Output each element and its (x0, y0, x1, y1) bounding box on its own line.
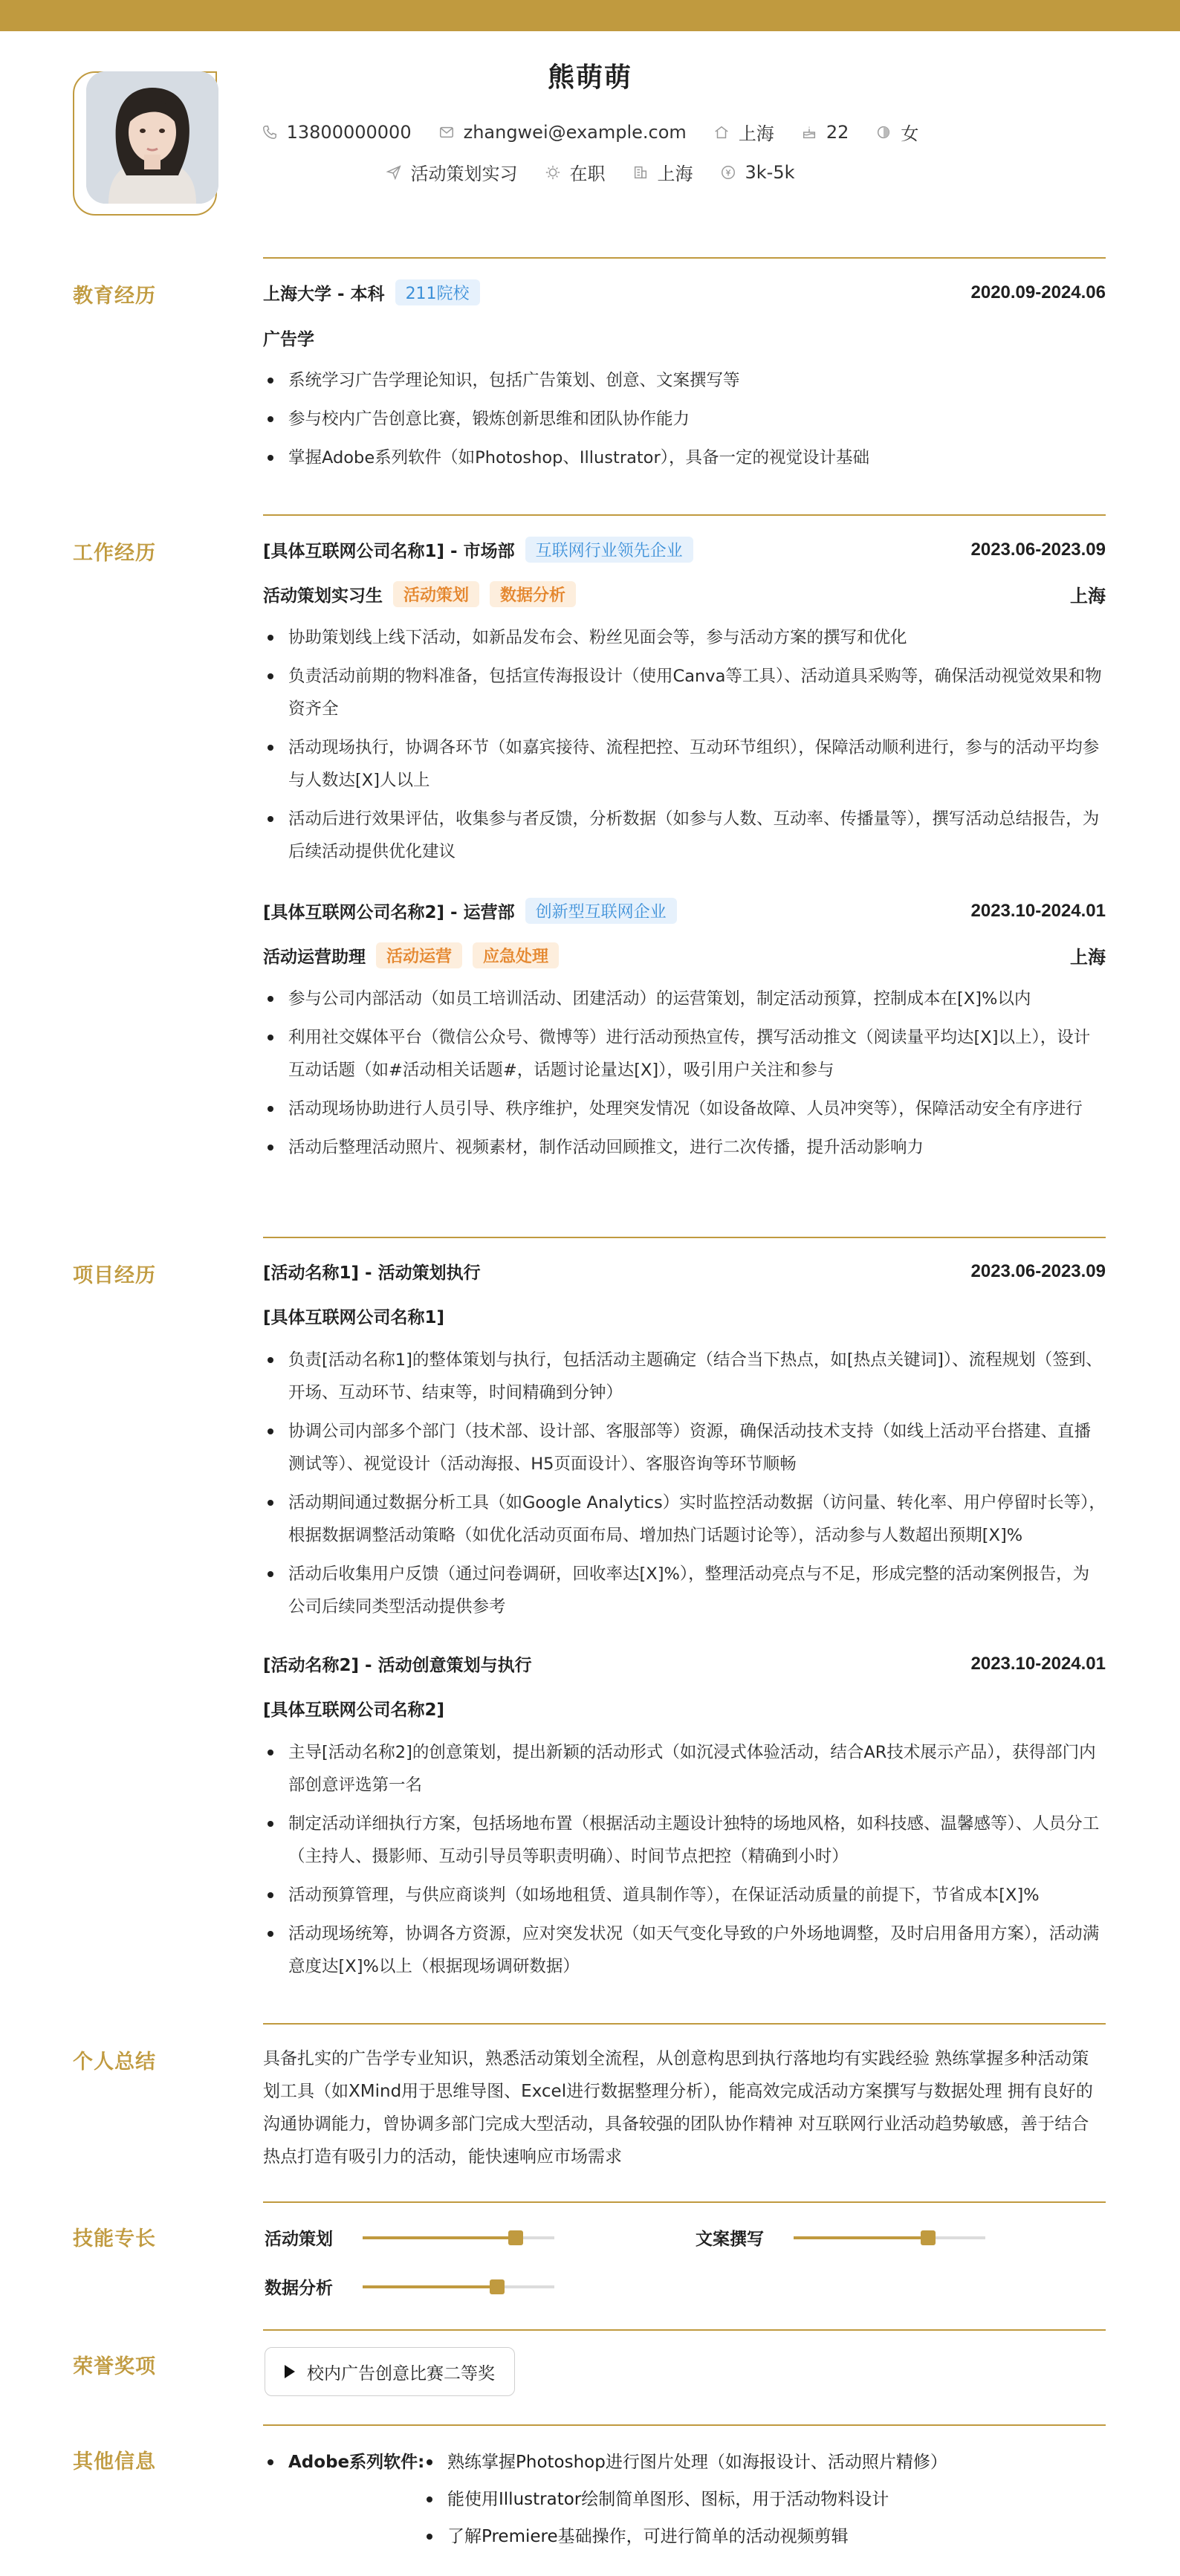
job1-company-tag: 互联网行业领先企业 (525, 537, 693, 563)
project1-header (263, 1259, 1106, 1284)
candidate-name: 熊萌萌 (547, 62, 632, 93)
work-title: 工作经历 (73, 542, 156, 565)
salary-text: 3k-5k (745, 161, 795, 183)
job1-role-row (263, 581, 1106, 607)
education-divider (263, 257, 1106, 259)
status-text: 在职 (569, 164, 606, 184)
project2-company-row (263, 1696, 1106, 1721)
job2-city: 上海 (1070, 948, 1106, 968)
summary-title: 个人总结 (73, 2051, 156, 2074)
list-item: 参与公司内部活动（如员工培训活动、团建活动）的运营策划，制定活动预算，控制成本在[X]%以内 (263, 983, 1106, 1015)
major-row (263, 326, 1106, 350)
send-icon (386, 164, 402, 181)
summary-divider (263, 2023, 1106, 2025)
job2-company: [具体互联网公司名称2] - 运营部 (263, 903, 515, 922)
job2-role-row (263, 942, 1106, 968)
phone-text: 13800000000 (286, 121, 412, 143)
skill-name: 文案撰写 (696, 2230, 764, 2249)
list-item: 掌握Adobe系列软件（如Photoshop、Illustrator），具备一定的视觉设计基础 (263, 441, 1106, 474)
job1-company: [具体互联网公司名称1] - 市场部 (263, 542, 515, 561)
other-title: 其他信息 (73, 2450, 156, 2473)
honors-divider (263, 2329, 1106, 2331)
job1-bullets (263, 621, 1106, 874)
job2-header (263, 898, 1106, 924)
list-item: 活动后收集用户反馈（通过问卷调研，回收率达[X]%），整理活动亮点与不足，形成完整的活动案例报告，为公司后续同类型活动提供参考 (263, 1558, 1106, 1623)
education-header (263, 279, 1106, 305)
school-tag: 211院校 (395, 279, 480, 305)
major-name: 广告学 (263, 330, 314, 349)
skill-name: 数据分析 (265, 2279, 333, 2298)
building-icon (632, 164, 649, 181)
award-toggle-button[interactable] (265, 2347, 515, 2396)
job1-tag-2: 数据分析 (490, 581, 576, 607)
project1-name: [活动名称1] - 活动策划执行 (263, 1263, 481, 1283)
project1-company: [具体互联网公司名称1] (263, 1308, 445, 1327)
list-item: 了解Premiere基础操作，可进行简单的活动视频剪辑 (422, 2520, 1091, 2554)
list-item: 系统学习广告学理论知识，包括广告策划、创意、文案撰写等 (263, 364, 1106, 397)
gender-info (875, 119, 918, 145)
skill-bar (794, 2236, 985, 2239)
project1-company-row (263, 1304, 1106, 1328)
list-item: 主导[活动名称2]的创意策划，提出新颖的活动形式（如沉浸式体验活动，结合AR技术展示产品），获得部门内部创意评选第一名 (263, 1736, 1106, 1802)
age-text: 22 (826, 121, 849, 143)
projects-title: 项目经历 (73, 1264, 156, 1287)
job2-role: 活动运营助理 (263, 948, 366, 967)
cake-icon (801, 124, 817, 140)
gender-icon (875, 124, 892, 140)
list-item: 活动现场统筹，协调各方资源，应对突发状况（如天气变化导致的户外场地调整，及时启用备用方案），活动满意度达[X]%以上（根据现场调研数据） (263, 1918, 1106, 1983)
education-date: 2020.09-2024.06 (970, 282, 1106, 302)
city-info (713, 119, 774, 145)
list-item: 利用社交媒体平台（微信公众号、微博等）进行活动预热宣传，撰写活动推文（阅读量平均达[X]以上），设计互动话题（如#活动相关话题#，话题讨论量达[X]），吸引用户关注和参与 (263, 1021, 1106, 1087)
project1-bullets (263, 1344, 1106, 1629)
project2-company: [具体互联网公司名称2] (263, 1700, 445, 1720)
email-info (438, 122, 687, 143)
skill-name: 活动策划 (265, 2230, 333, 2249)
job1-role: 活动策划实习生 (263, 586, 383, 606)
intent-text: 活动策划实习 (410, 164, 518, 184)
education-bullets (263, 364, 1106, 480)
list-item: 负责活动前期的物料准备，包括宣传海报设计（使用Canva等工具）、活动道具采购等，确保活动视觉效果和物资齐全 (263, 660, 1106, 725)
list-item: 活动后进行效果评估，收集参与者反馈，分析数据（如参与人数、互动率、传播量等），撰写活动总结报告，为后续活动提供优化建议 (263, 803, 1106, 868)
work-divider (263, 514, 1106, 516)
list-item: 活动后整理活动照片、视频素材，制作活动回顾推文，进行二次传播，提升活动影响力 (263, 1131, 1106, 1164)
list-item: 熟练掌握Photoshop进行图片处理（如海报设计、活动照片精修） (422, 2445, 1091, 2479)
award-label: 校内广告创意比赛二等奖 (307, 2363, 495, 2384)
project2-bullets (263, 1736, 1106, 1989)
city-text: 上海 (738, 123, 774, 144)
top-accent-bar (0, 0, 1180, 31)
project2-date: 2023.10-2024.01 (970, 1653, 1106, 1674)
job2-company-tag: 创新型互联网企业 (525, 898, 677, 924)
other-list (422, 2445, 1091, 2557)
gender-text: 女 (901, 123, 919, 144)
job2-date: 2023.10-2024.01 (970, 900, 1106, 921)
school-name: 上海大学 - 本科 (263, 285, 385, 304)
phone-icon (262, 124, 278, 140)
project1-date: 2023.06-2023.09 (970, 1261, 1106, 1281)
status-icon (545, 164, 561, 181)
list-item: 能使用Illustrator绘制简单图形、图标，用于活动物料设计 (422, 2482, 1091, 2517)
list-item: 活动现场协助进行人员引导、秩序维护，处理突发情况（如设备故障、人员冲突等），保障活动安全有序进行 (263, 1093, 1106, 1125)
skill-item-copywriting (696, 2225, 985, 2250)
list-item: 活动现场执行，协调各环节（如嘉宾接待、流程把控、互动环节组织），保障活动顺利进行，参与的活动平均参与人数达[X]人以上 (263, 731, 1106, 797)
skill-item-planning (265, 2225, 554, 2250)
list-item: 活动期间通过数据分析工具（如Google Analytics）实时监控活动数据（访问量、转化率、用户停留时长等），根据数据调整活动策略（如优化活动页面布局、增加热门话题讨论等），活动参与人数超出预期[X]% (263, 1486, 1106, 1552)
play-triangle-icon (285, 2365, 295, 2378)
job1-header (263, 537, 1106, 563)
skill-bar-fill (363, 2285, 497, 2288)
intent-row (0, 159, 1180, 185)
skills-title: 技能专长 (73, 2227, 156, 2250)
contact-row (0, 119, 1180, 145)
list-item: 活动预算管理，与供应商谈判（如场地租赁、道具制作等），在保证活动质量的前提下，节省成本[X]% (263, 1879, 1106, 1912)
skill-bar-fill (794, 2236, 928, 2239)
job1-tag-1: 活动策划 (393, 581, 479, 607)
status-info (545, 159, 606, 185)
job2-tag-1: 活动运营 (376, 942, 462, 968)
skill-bar-fill (363, 2236, 516, 2239)
salary-info (720, 162, 795, 183)
list-item: 协助策划线上线下活动，如新品发布会、粉丝见面会等，参与活动方案的撰写和优化 (263, 621, 1106, 654)
job2-tag-2: 应急处理 (473, 942, 559, 968)
job1-date: 2023.06-2023.09 (970, 539, 1106, 560)
other-category: Adobe系列软件: (263, 2445, 424, 2479)
skill-item-data-analysis (265, 2274, 554, 2299)
work-city-info (632, 159, 693, 185)
list-item: 参与校内广告创意比赛，锻炼创新思维和团队协作能力 (263, 403, 1106, 436)
email-text: zhangwei@example.com (463, 121, 687, 143)
project2-header (263, 1651, 1106, 1676)
projects-divider (263, 1237, 1106, 1238)
list-item: 制定活动详细执行方案，包括场地布置（根据活动主题设计独特的场地风格，如科技感、温馨感等）、人员分工（主持人、摄影师、互动引导员等职责明确）、时间节点把控（精确到小时） (263, 1808, 1106, 1873)
skill-bar (363, 2236, 554, 2239)
job2-bullets (263, 983, 1106, 1170)
skill-bar-knob (490, 2279, 505, 2294)
education-title: 教育经历 (73, 285, 156, 308)
skills-divider (263, 2201, 1106, 2203)
mail-icon (438, 124, 455, 140)
skill-bar-knob (508, 2230, 523, 2245)
work-city-text: 上海 (657, 164, 693, 184)
phone-info (262, 122, 412, 143)
coin-icon (720, 164, 736, 181)
home-icon (713, 124, 730, 140)
honors-title: 荣誉奖项 (73, 2355, 156, 2378)
age-info (801, 122, 849, 143)
skill-bar-knob (921, 2230, 936, 2245)
list-item: 协调公司内部多个部门（技术部、设计部、客服部等）资源，确保活动技术支持（如线上活动平台搭建、直播测试等）、视觉设计（活动海报、H5页面设计）、客服咨询等环节顺畅 (263, 1415, 1106, 1480)
intent-info (386, 159, 518, 185)
summary-text: 具备扎实的广告学专业知识，熟悉活动策划全流程，从创意构思到执行落地均有实践经验 熟练掌握多种活动策划工具（如XMind用于思维导图、Excel进行数据整理分析），能高效完成活动方案撰写与数据处理 拥有良好的沟通协调能力，曾协调多部门完成大型活动，具备较强的团队协作精神 对互联网行业活动趋势敏感，善于结合热点打造有吸引力的活动，能快速响应市场需求 (263, 2049, 1093, 2166)
other-divider (263, 2424, 1106, 2426)
project2-name: [活动名称2] - 活动创意策划与执行 (263, 1656, 532, 1675)
skill-bar (363, 2285, 554, 2288)
list-item: 负责[活动名称1]的整体策划与执行，包括活动主题确定（结合当下热点，如[热点关键词]）、流程规划（签到、开场、互动环节、结束等，时间精确到分钟） (263, 1344, 1106, 1409)
job1-city: 上海 (1070, 586, 1106, 606)
